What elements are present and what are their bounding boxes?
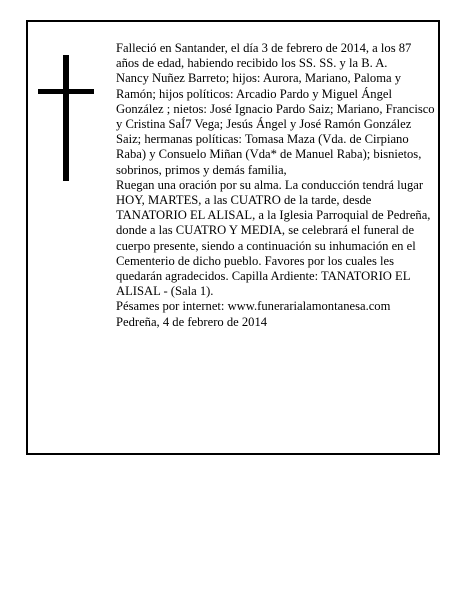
condolences-website: Pésames por internet: www.funerarialamontanesa.com <box>116 299 391 314</box>
family-list: Nancy Nuñez Barreto; hijos: Aurora, Mariano, Paloma y Ramón; hijos políticos: Arcadio Pardo y Miguel Ángel González ; nietos: José Ignacio Pardo Saiz; Mariano, Francisco y Cristina SaÍ7 Vega; Jesús Ángel y José Ramón González Saiz; hermanas políticas: Tomasa Maza (Vda. de Cirpiano Raba) y Consuelo Miñan (Vda* de Manuel Raba); bisnietos, sobrinos, primos y demás familia, <box>116 71 435 177</box>
latin-cross-icon <box>38 55 94 181</box>
obituary-notice <box>26 20 440 455</box>
death-announcement: Falleció en Santander, el día 3 de febrero de 2014, a los 87 años de edad, habiendo recibido los SS. SS. y la B. A. <box>116 41 412 71</box>
cross-vertical-bar <box>63 55 69 181</box>
funeral-details: Ruegan una oración por su alma. La conducción tendrá lugar HOY, MARTES, a las CUATRO de la tarde, desde TANATORIO EL ALISAL, a la Iglesia Parroquial de Pedreña, donde a las CUATRO Y MEDIA, se celebrará el funeral de cuerpo presente, siendo a continuación su inhumación en el Cementerio de dicho pueblo. Favores por los cuales les quedarán agradecidos. Capilla Ardiente: TANATORIO EL ALISAL - (Sala 1). <box>116 177 431 299</box>
notice-body <box>116 41 436 330</box>
cross-horizontal-bar <box>38 89 94 94</box>
place-and-date: Pedreña, 4 de febrero de 2014 <box>116 314 268 329</box>
